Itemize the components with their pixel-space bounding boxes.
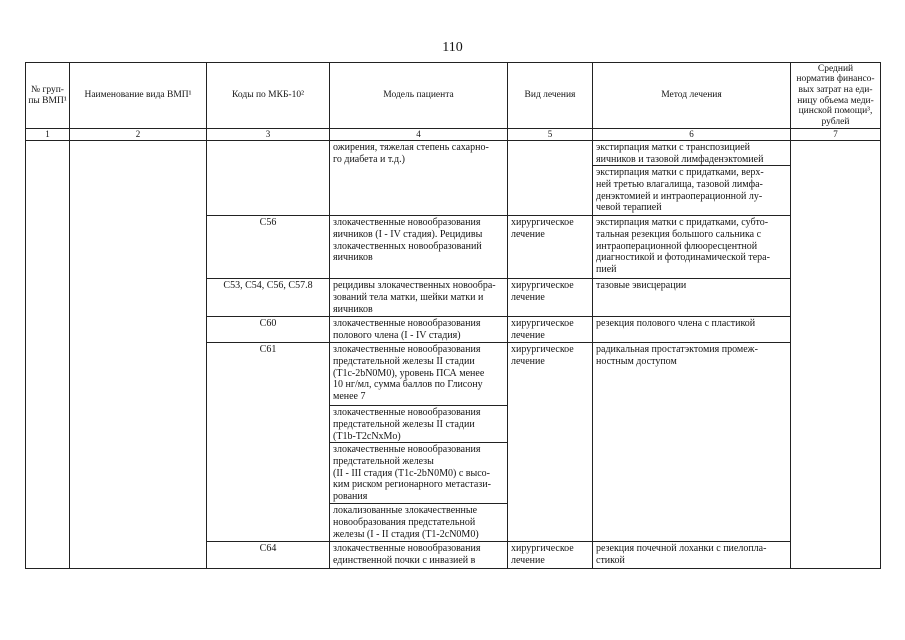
group-number-cell	[26, 141, 69, 568]
patient-model-cell: злокачественные новообразования единственной почки с инвазией в	[330, 542, 507, 568]
vmp-table	[25, 62, 881, 569]
patient-model-cell: злокачественные новообразования предстательной железы II стадии (T1c-2bN0M0), уровень ПСА менее 10 нг/мл, сумма баллов по Глисону менее 7	[330, 343, 507, 405]
treatment-method-cell: радикальная простатэктомия промеж- ностным доступом	[593, 343, 790, 541]
treatment-method-cell: экстирпация матки с транспозицией яичников и тазовой лимфаденэктомией	[593, 141, 790, 165]
treatment-method-cell: резекция почечной лоханки с пиелопла- стикой	[593, 542, 790, 568]
icd-code-cell: C53, C54, C56, C57.8	[207, 279, 329, 316]
vmp-name-cell	[70, 141, 206, 568]
treatment-type-cell: хирургическое лечение	[508, 216, 592, 278]
patient-model-cell: злокачественные новообразования полового члена (I - IV стадия)	[330, 317, 507, 342]
patient-model-cell: злокачественные новообразования яичников (I - IV стадия). Рецидивы злокачественных новообразований яичников	[330, 216, 507, 278]
treatment-type-cell: хирургическое лечение	[508, 343, 592, 541]
column-number: 4	[330, 129, 507, 140]
header-cost-standard: Средний норматив финансо- вых затрат на еди- ницу объема меди- цинской помощи³, рублей	[791, 63, 880, 128]
treatment-type-cell: хирургическое лечение	[508, 279, 592, 316]
header-treatment-method: Метод лечения	[593, 63, 790, 128]
column-number: 3	[207, 129, 329, 140]
treatment-type-cell: хирургическое лечение	[508, 542, 592, 568]
treatment-method-cell: экстирпация матки с придатками, субто- тальная резекция большого сальника с интраоперационной флюоресцентной диагностикой и фотодинамической тера- пией	[593, 216, 790, 278]
cost-standard-cell	[791, 141, 880, 568]
treatment-type-cell: хирургическое лечение	[508, 317, 592, 342]
header-treatment-type: Вид лечения	[508, 63, 592, 128]
treatment-method-cell: экстирпация матки с придатками, верх- ней третью влагалища, тазовой лимфа- денэктомией и интраоперационной лу- чевой терапией	[593, 166, 790, 215]
patient-model-cell: ожирения, тяжелая степень сахарно- го диабета и т.д.)	[330, 141, 507, 215]
treatment-type-cell	[508, 141, 592, 215]
icd-code-cell: C56	[207, 216, 329, 278]
header-patient-model: Модель пациента	[330, 63, 507, 128]
header-group-number: № груп- пы ВМП¹	[26, 63, 69, 128]
header-icd-codes: Коды по МКБ-10²	[207, 63, 329, 128]
column-number: 6	[593, 129, 790, 140]
header-vmp-name: Наименование вида ВМП¹	[70, 63, 206, 128]
patient-model-cell: рецидивы злокачественных новообра- зований тела матки, шейки матки и яичников	[330, 279, 507, 316]
column-number: 2	[70, 129, 206, 140]
icd-code-cell: C64	[207, 542, 329, 568]
column-number: 1	[26, 129, 69, 140]
column-number: 5	[508, 129, 592, 140]
icd-code-cell: C60	[207, 317, 329, 342]
page-number: 110	[442, 40, 463, 55]
icd-code-cell: C61	[207, 343, 329, 541]
patient-model-cell: злокачественные новообразования предстательной железы (II - III стадия (T1c-2bN0M0) с высо- ким риском регионарного метастази- рования	[330, 443, 507, 503]
icd-code-cell	[207, 141, 329, 215]
column-number: 7	[791, 129, 880, 140]
treatment-method-cell: тазовые эвисцерации	[593, 279, 790, 316]
patient-model-cell: локализованные злокачественные новообразования предстательной железы (I - II стадия (T1-2cN0M0)	[330, 504, 507, 541]
treatment-method-cell: резекция полового члена с пластикой	[593, 317, 790, 342]
patient-model-cell: злокачественные новообразования предстательной железы II стадии (T1b-T2cNxMo)	[330, 406, 507, 442]
